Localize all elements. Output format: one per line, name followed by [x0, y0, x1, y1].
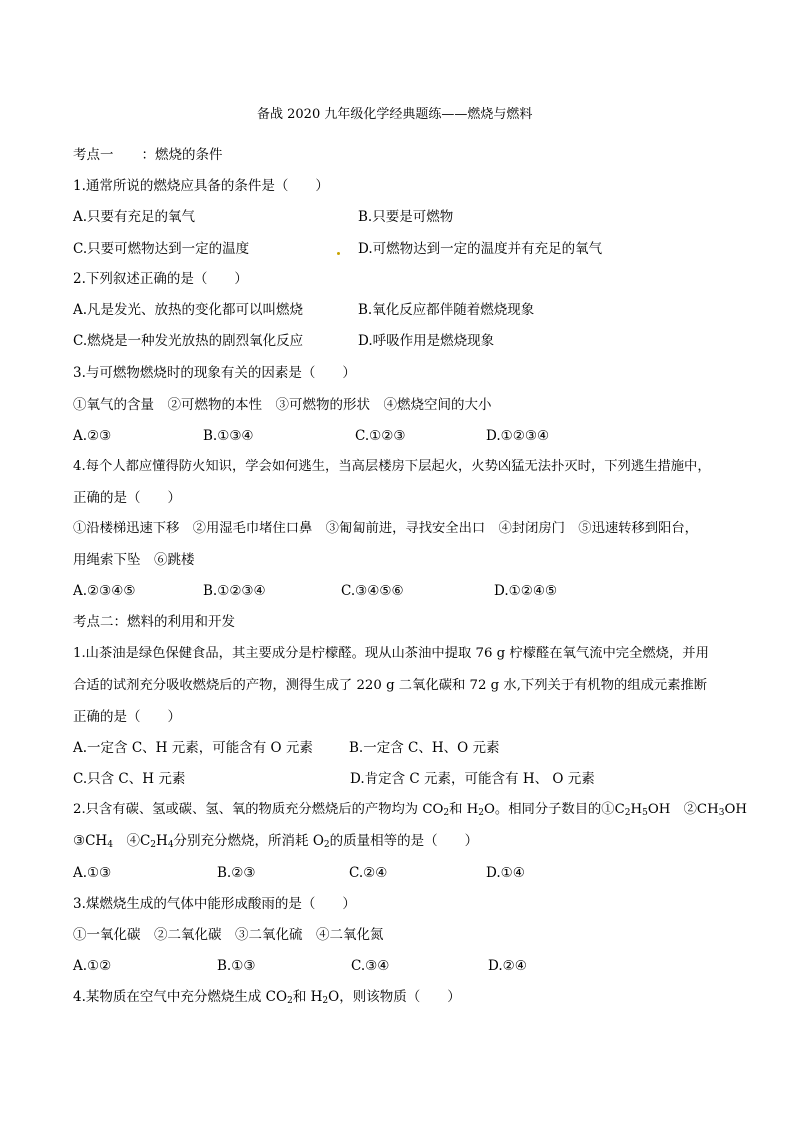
option-d: D.呼吸作用是燃烧现象 — [358, 333, 495, 349]
section-heading-2: 考点二：燃料的利用和开发 — [73, 614, 235, 630]
option-b: B.一定含 C、H、O 元素 — [349, 740, 500, 756]
problem-4-stem — [73, 988, 461, 1006]
page-title: 备战 2020 九年级化学经典题练——燃烧与燃料 — [257, 107, 533, 122]
option-a: A.①③ — [73, 865, 112, 881]
text-run: 和 H — [292, 989, 323, 1005]
option-b: B.①③ — [217, 958, 256, 974]
section-heading-1 — [73, 146, 223, 164]
problem-2-line1 — [73, 801, 747, 819]
option-b: B.氧化反应都伴随着燃烧现象 — [358, 302, 535, 318]
question-4-stem-line1: 4.每个人都应懂得防火知识，学会如何逃生，当高层楼房下层起火，火势凶猛无法扑灭时，下列逃生措施中， — [73, 459, 711, 474]
text-run: ④C — [112, 833, 151, 849]
text-run: O，则该物质（ ） — [328, 989, 461, 1005]
text-run: H — [156, 833, 168, 849]
text-run: ③CH — [73, 833, 108, 849]
option-c: C.燃烧是一种发光放热的剧烈氧化反应 — [73, 333, 304, 349]
subscript: 2 — [150, 840, 157, 850]
option-a: A.②③ — [73, 428, 112, 444]
problem-2-line2 — [73, 832, 478, 850]
subscript: 2 — [478, 808, 485, 818]
subscript: 5 — [642, 808, 648, 818]
option-a: A.①② — [73, 958, 112, 974]
text-run: H — [630, 802, 643, 817]
subscript: 2 — [287, 996, 293, 1006]
problem-3-items: ①一氧化碳 ②二氧化碳 ③二氧化硫 ④二氧化氮 — [73, 927, 384, 943]
option-a: A.凡是发光、放热的变化都可以叫燃烧 — [73, 302, 304, 318]
option-a: A.一定含 C、H 元素，可能含有 O 元素 — [73, 740, 313, 756]
text-run: O。相同分子数目的①C — [484, 802, 625, 817]
text-run: 4.某物质在空气中充分燃烧生成 CO — [73, 989, 288, 1005]
option-a: A.只要有充足的氧气 — [73, 209, 196, 225]
text-run: OH ②CH — [647, 802, 719, 817]
subscript: 2 — [624, 808, 631, 818]
subscript: 4 — [107, 840, 113, 850]
option-b: B.①③④ — [203, 428, 254, 444]
stray-mark — [337, 252, 340, 255]
option-c: C.②④ — [349, 865, 388, 881]
option-d: D.肯定含 C 元素，可能含有 H、 O 元素 — [350, 771, 595, 787]
subscript: 3 — [718, 808, 725, 818]
question-4-stem-line2: 正确的是（ ） — [73, 490, 181, 506]
text-run: 分别充分燃烧，所消耗 O — [173, 833, 324, 849]
option-d: D.①②③④ — [486, 428, 550, 444]
option-b: B.①②③④ — [203, 583, 266, 599]
option-b: B.②③ — [217, 865, 256, 881]
option-d: D.可燃物达到一定的温度并有充足的氧气 — [358, 241, 603, 257]
question-4-items-line2: 用绳索下坠 ⑥跳楼 — [73, 552, 195, 568]
option-c: C.③④⑤⑥ — [341, 583, 404, 599]
problem-1-line3: 正确的是（ ） — [73, 709, 181, 725]
section-topic: ：燃烧的条件 — [141, 147, 223, 163]
question-1-stem: 1.通常所说的燃烧应具备的条件是（ ） — [73, 178, 329, 194]
problem-3-stem: 3.煤燃烧生成的气体中能形成酸雨的是（ ） — [73, 896, 356, 912]
option-c: C.只含 C、H 元素 — [73, 771, 186, 787]
text-run: OH — [724, 802, 747, 817]
section-label: 考点一 — [73, 147, 114, 163]
option-d: D.②④ — [488, 958, 527, 974]
text-run: 和 H — [449, 802, 479, 817]
option-b: B.只要是可燃物 — [358, 209, 454, 225]
text-run: 2.只含有碳、氢或碳、氢、氧的物质充分燃烧后的产物均为 CO — [73, 802, 444, 817]
option-d: D.①④ — [486, 865, 525, 881]
question-3-stem: 3.与可燃物燃烧时的现象有关的因素是（ ） — [73, 365, 356, 381]
problem-1-line1: 1.山茶油是绿色保健食品，其主要成分是柠檬醛。现从山茶油中提取 76 g 柠檬醛在氧气流中完全燃烧，并用 — [73, 646, 709, 661]
subscript: 4 — [167, 840, 174, 850]
text-run: 的质量相等的是（ ） — [329, 833, 479, 849]
option-d: D.①②④⑤ — [494, 583, 558, 599]
question-3-items: ①氧气的含量 ②可燃物的本性 ③可燃物的形状 ④燃烧空间的大小 — [73, 397, 492, 413]
question-2-stem: 2.下列叙述正确的是（ ） — [73, 271, 248, 287]
option-c: C.③④ — [351, 958, 390, 974]
option-c: C.①②③ — [355, 428, 406, 444]
question-4-items-line1: ①沿楼梯迅速下移 ②用湿毛巾堵住口鼻 ③匍匐前进，寻找安全出口 ④封闭房门 ⑤迅速转移到阳台， — [73, 521, 698, 536]
subscript: 2 — [323, 840, 330, 850]
problem-1-line2: 合适的试剂充分吸收燃烧后的产物，测得生成了 220 g 二氧化碳和 72 g 水,下列关于有机物的组成元素推断 — [73, 678, 708, 693]
option-c: C.只要可燃物达到一定的温度 — [73, 241, 250, 257]
subscript: 2 — [322, 996, 329, 1006]
option-a: A.②③④⑤ — [73, 583, 136, 599]
subscript: 2 — [443, 808, 450, 818]
